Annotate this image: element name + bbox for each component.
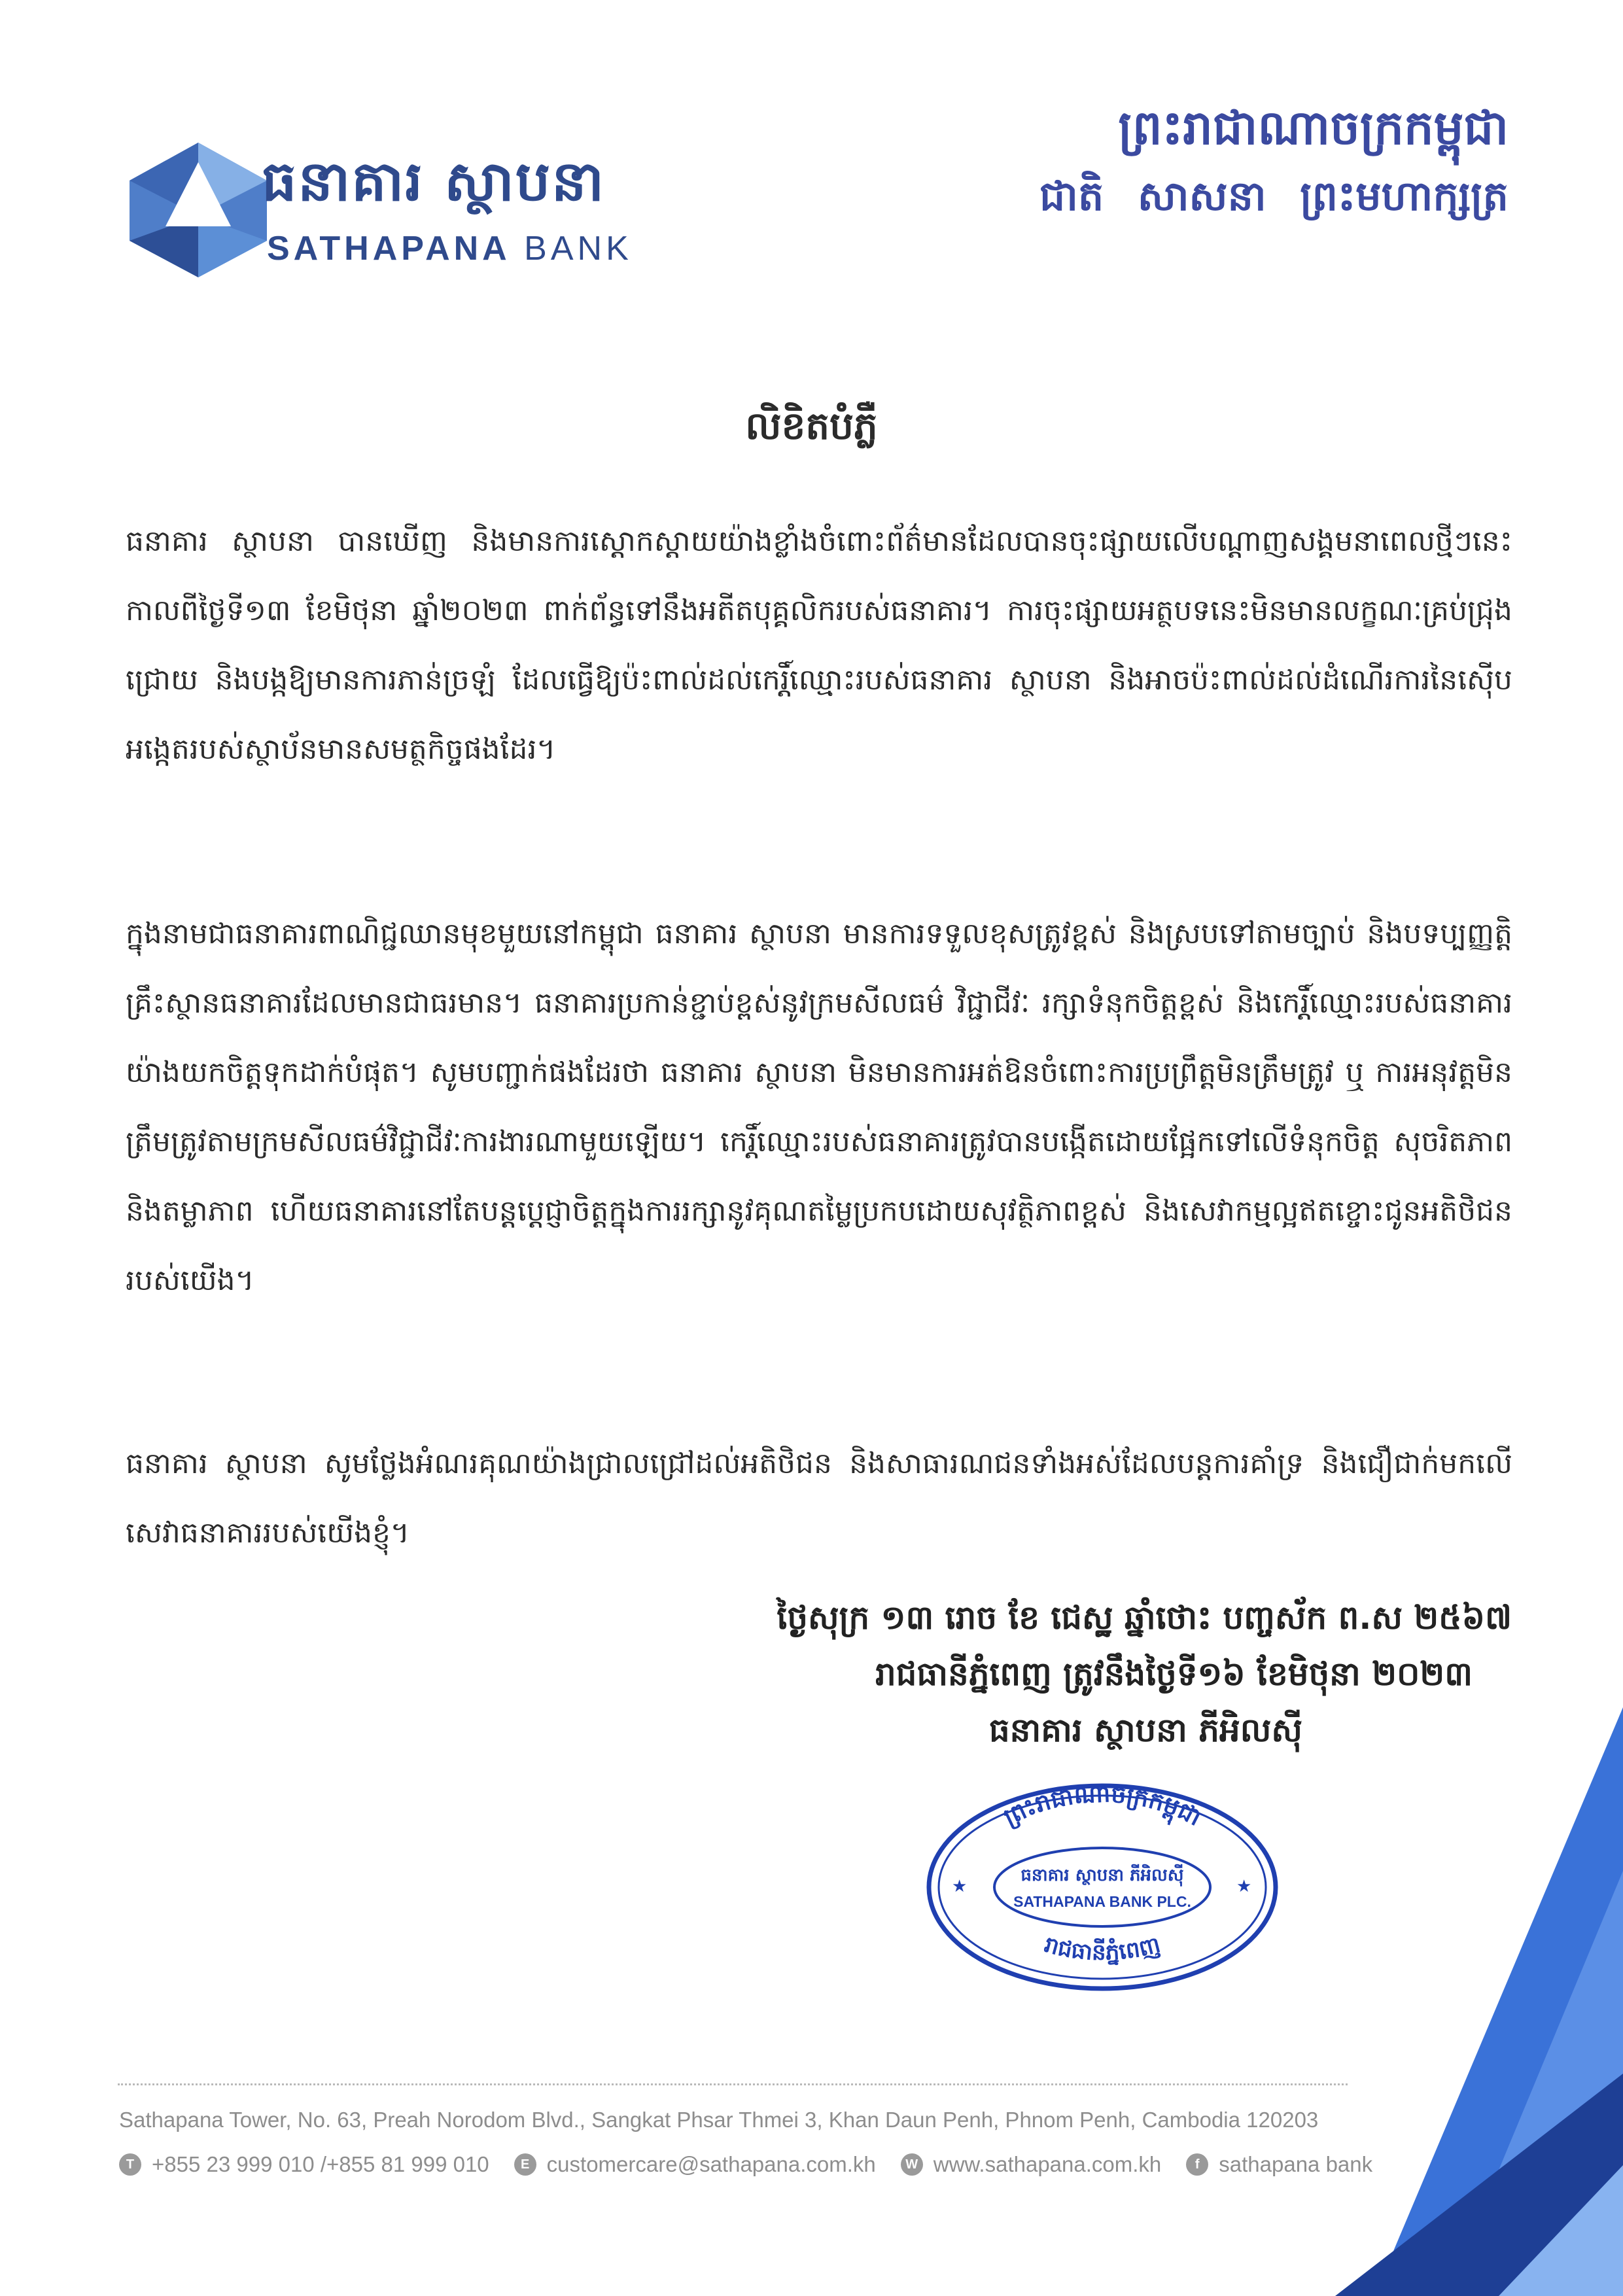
sathapana-logo bbox=[116, 143, 280, 277]
date-solar: រាជធានីភ្នំពេញ ត្រូវនឹងថ្ងៃទី១៦ ខែមិថុនា ២០២៣ bbox=[875, 1655, 1473, 1693]
footer-website[interactable] bbox=[901, 2152, 1162, 2177]
email-text: customercare@sathapana.com.kh bbox=[546, 2152, 876, 2176]
stamp-bottom-text: រាជធានីភ្នំពេញ bbox=[1041, 1931, 1163, 1966]
footer-address: Sathapana Tower, No. 63, Preah Norodom Blvd., Sangkat Phsar Thmei 3, Khan Daun Penh, Phnom Penh, Cambodia 120203 bbox=[119, 2108, 1319, 2132]
kingdom-motto bbox=[854, 92, 1509, 229]
company-stamp bbox=[919, 1779, 1285, 1995]
phone-text: +855 23 999 010 /+855 81 999 010 bbox=[152, 2152, 489, 2176]
date-lunar: ថ្ងៃសុក្រ ១៣ រោច ខែ ជេស្ឋ ឆ្នាំថោះ បញ្ចស័ក ព.ស ២៥៦៧ bbox=[777, 1599, 1512, 1637]
corner-decoration bbox=[1335, 1707, 1623, 2296]
svg-text:រាជធានីភ្នំពេញ bbox=[1041, 1932, 1163, 1966]
facebook-icon: f bbox=[1186, 2153, 1208, 2176]
kingdom-line-1: ព្រះរាជាណាចក្រកម្ពុជា bbox=[1118, 100, 1509, 155]
bank-name-english-rest: BANK bbox=[510, 230, 633, 268]
bank-name-english bbox=[267, 229, 633, 268]
footer-email[interactable] bbox=[514, 2152, 876, 2177]
kingdom-line-2: ជាតិ សាសនា ព្រះមហាក្សត្រ bbox=[1039, 172, 1509, 220]
stamp-inner-english: SATHAPANA BANK PLC. bbox=[1013, 1893, 1191, 1910]
stamp-inner-khmer: ធនាគារ ស្ថាបនា ភីអិលស៊ី bbox=[1021, 1866, 1184, 1885]
facebook-text: sathapana bank bbox=[1219, 2152, 1373, 2176]
stamp-star-right: ★ bbox=[1236, 1877, 1252, 1896]
bank-name-english-bold: SATHAPANA bbox=[267, 230, 511, 268]
stamp-star-left: ★ bbox=[952, 1877, 968, 1896]
paragraph-3: ធនាគារ ស្ថាបនា សូមថ្លែងអំណរគុណយ៉ាងជ្រាលជ្រៅដល់អតិថិជន និងសាធារណជនទាំងអស់ដែលបន្តការគាំទ្រ និងជឿជាក់មកលើសេវាធនាគាររបស់យើងខ្ញុំ។ bbox=[126, 1447, 1512, 1550]
bank-name-khmer: ធនាគារ ស្ថាបនា bbox=[262, 149, 606, 213]
website-icon: W bbox=[901, 2153, 923, 2176]
paragraph-1: ធនាគារ ស្ថាបនា បានឃើញ និងមានការស្តោកស្តាយយ៉ាងខ្លាំងចំពោះព័ត៌មានដែលបានចុះផ្សាយលើបណ្តាញសង្គមនាពេលថ្មីៗនេះ កាលពីថ្ងៃទី១៣ ខែមិថុនា ឆ្នាំ២០២៣ ពាក់ព័ន្ធទៅនឹងអតីតបុគ្គលិករបស់ធនាគារ។ ការចុះផ្សាយអត្ថបទនេះមិនមានលក្ខណៈគ្រប់ជ្រុងជ្រោយ និងបង្កឱ្យមានការភាន់ច្រឡំ ដែលធ្វើឱ្យប៉ះពាល់ដល់កេរ្តិ៍ឈ្មោះរបស់ធនាគារ ស្ថាបនា និងអាចប៉ះពាល់ដល់ដំណើរការនៃស៊ើបអង្កេតរបស់ស្ថាប័នមានសមត្ថកិច្ចផងដែរ។ bbox=[126, 525, 1512, 766]
phone-icon: T bbox=[119, 2153, 141, 2176]
signatory: ធនាគារ ស្ថាបនា ភីអិលស៊ី bbox=[988, 1711, 1302, 1749]
paragraph-2: ក្នុងនាមជាធនាគារពាណិជ្ជឈានមុខមួយនៅកម្ពុជា ធនាគារ ស្ថាបនា មានការទទួលខុសត្រូវខ្ពស់ និងស្របទៅតាមច្បាប់ និងបទប្បញ្ញត្តិគ្រឹះស្ថានធនាគារដែលមានជាធរមាន។ ធនាគារប្រកាន់ខ្ជាប់ខ្ពស់នូវក្រមសីលធម៌ វិជ្ជាជីវៈ រក្សាទំនុកចិត្តខ្ពស់ និងកេរ្តិ៍ឈ្មោះរបស់ធនាគារយ៉ាងយកចិត្តទុកដាក់បំផុត។ សូមបញ្ជាក់ផងដែរថា ធនាគារ ស្ថាបនា មិនមានការអត់ឱនចំពោះការប្រព្រឹត្តមិនត្រឹមត្រូវ ឬ ការអនុវត្តមិនត្រឹមត្រូវតាមក្រមសីលធម៌វិជ្ជាជីវៈការងារណាមួយឡើយ។ កេរ្តិ៍ឈ្មោះរបស់ធនាគារត្រូវបានបង្កើតដោយផ្អែកទៅលើទំនុកចិត្ត សុចរិតភាព និងតម្លាភាព ហើយធនាគារនៅតែបន្តប្តេជ្ញាចិត្តក្នុងការរក្សានូវគុណតម្លៃប្រកបដោយសុវត្ថិភាពខ្ពស់ និងសេវាកម្មល្អឥតខ្ចោះជូនអតិថិជនរបស់យើង។ bbox=[126, 917, 1512, 1297]
email-icon: E bbox=[514, 2153, 536, 2176]
footer-phone bbox=[119, 2152, 489, 2177]
letter-title: លិខិតបំភ្លឺ bbox=[745, 404, 878, 448]
svg-text:ព្រះរាជាណាចក្រកម្ពុជា bbox=[1000, 1781, 1205, 1832]
website-text: www.sathapana.com.kh bbox=[933, 2152, 1162, 2176]
footer-contacts bbox=[119, 2152, 1397, 2177]
footer-divider bbox=[118, 2083, 1348, 2085]
stamp-top-text: ព្រះរាជាណាចក្រកម្ពុជា bbox=[1000, 1781, 1206, 1832]
